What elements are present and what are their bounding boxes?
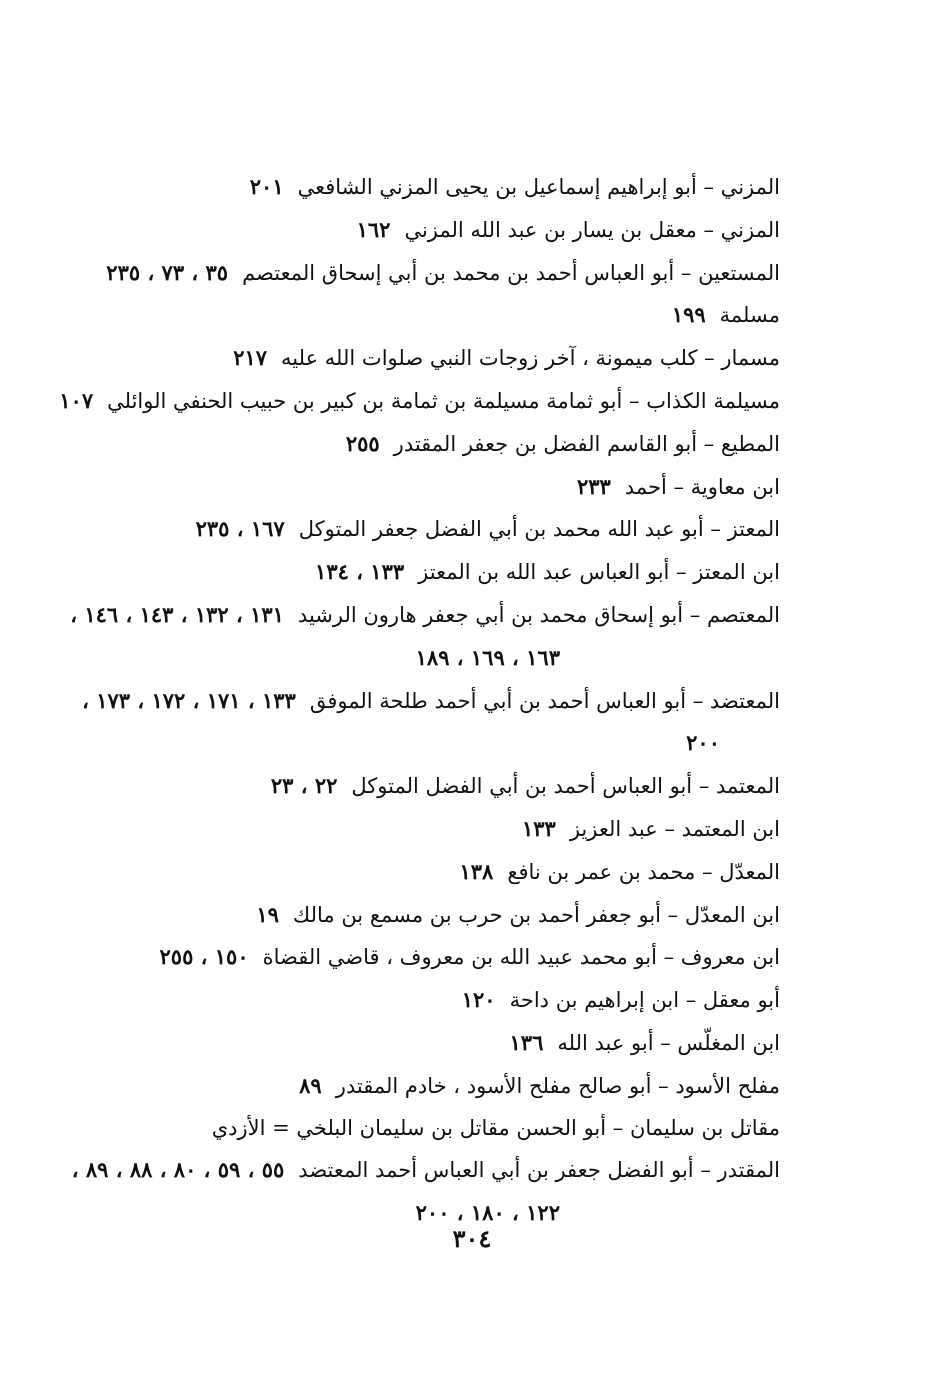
entry-name: مسيلمة الكذاب – أبو ثمامة مسيلمة بن ثمامة بن كبير بن حبيب الحنفي الوائلي xyxy=(107,388,780,413)
index-list xyxy=(59,166,780,1235)
index-entry xyxy=(100,166,780,209)
index-entry xyxy=(82,680,780,723)
entry-name: ابن معاوية – أحمد xyxy=(624,474,780,499)
entry-page-refs: ١٩٩ xyxy=(671,302,706,328)
entry-name: المعتصم – أبو إسحاق محمد بن أبي جعفر هارون الرشيد xyxy=(297,602,780,627)
entry-page-refs: ١٣٣ ، ١٣٤ xyxy=(315,559,405,585)
entry-name: ابن معروف – أبو محمد عبيد الله بن معروف ، قاضي القضاة xyxy=(262,945,780,970)
index-entry xyxy=(100,1022,780,1065)
index-entry xyxy=(100,337,780,380)
index-entry xyxy=(71,1149,780,1192)
index-entry xyxy=(70,594,780,637)
index-entry xyxy=(100,508,780,551)
entry-name: المعتمد – أبو العباس أحمد بن أبي الفضل المتوكل xyxy=(351,774,780,799)
entry-name: مقاتل بن سليمان – أبو الحسن مقاتل بن سليمان البلخي = الأزدي xyxy=(211,1115,780,1140)
entry-page-refs: ٣٥ ، ٧٣ ، ٢٣٥ xyxy=(106,259,229,285)
entry-page-refs: ٨٩ xyxy=(299,1072,322,1098)
index-entry xyxy=(59,380,780,423)
entry-page-refs: ١٣١ ، ١٣٢ ، ١٤٣ ، ١٤٦ ، xyxy=(70,601,284,627)
entry-name: المقتدر – أبو الفضل جعفر بن أبي العباس أحمد المعتضد xyxy=(298,1158,780,1183)
entry-name: مفلح الأسود – أبو صالح مفلح الأسود ، خادم المقتدر xyxy=(335,1073,780,1098)
index-entry xyxy=(100,765,780,808)
index-entry-continuation xyxy=(100,637,780,680)
entry-name: ابن المغلّس – أبو عبد الله xyxy=(557,1030,780,1055)
entry-name: ابن المعتمد – عبد العزيز xyxy=(569,816,780,841)
entry-name: مسمار – كلب ميمونة ، آخر زوجات النبي صلوات الله عليه xyxy=(281,346,780,371)
page-number: ٣٠٤ xyxy=(452,1224,492,1253)
index-entry xyxy=(100,936,780,979)
entry-page-refs: ٢٣٣ xyxy=(576,473,611,499)
entry-page-refs: ٢٥٥ xyxy=(345,430,380,456)
entry-page-refs: ٢٢ ، ٢٣ xyxy=(270,773,338,799)
entry-page-refs: ١٣٦ xyxy=(509,1029,544,1055)
entry-name: المزني – معقل بن يسار بن عبد الله المزني xyxy=(404,217,780,242)
index-entry xyxy=(100,979,780,1022)
index-entry xyxy=(100,808,780,851)
entry-page-refs: ١٣٣ xyxy=(522,815,556,841)
entry-name: المزني – أبو إبراهيم إسماعيل بن يحيى المزني الشافعي xyxy=(297,175,780,199)
entry-page-refs: ١٦٢ xyxy=(356,216,391,242)
index-entry xyxy=(100,1065,780,1108)
entry-name: المعتز – أبو عبد الله محمد بن أبي الفضل جعفر المتوكل xyxy=(298,517,780,542)
index-entry xyxy=(100,294,780,337)
entry-name: ابن المعدّل – أبو جعفر أحمد بن حرب بن مسمع بن مالك xyxy=(292,902,780,927)
entry-name: المعتضد – أبو العباس أحمد بن أبي أحمد طلحة الموفق xyxy=(309,688,780,713)
entry-page-refs: ٢٠٠ xyxy=(686,730,720,756)
index-entry xyxy=(100,551,780,594)
entry-page-refs: ١٠٧ xyxy=(59,387,94,413)
index-entry xyxy=(100,851,780,894)
entry-name: المعدّل – محمد بن عمر بن نافع xyxy=(507,859,780,884)
entry-page-refs: ١٥٠ ، ٢٥٥ xyxy=(159,944,249,970)
entry-page-refs: ٢١٧ xyxy=(233,345,268,371)
entry-name: ابن المعتز – أبو العباس عبد الله بن المعتز xyxy=(418,560,780,585)
entry-page-refs: ١٦٣ ، ١٦٩ ، ١٨٩ xyxy=(415,644,560,670)
entry-name: المطيع – أبو القاسم الفضل بن جعفر المقتدر xyxy=(393,431,780,456)
entry-name: مسلمة xyxy=(719,303,780,328)
index-entry xyxy=(100,209,780,252)
index-entry-continuation xyxy=(100,722,780,765)
index-entry xyxy=(100,1108,780,1150)
entry-name: المستعين – أبو العباس أحمد بن محمد بن أبي إسحاق المعتصم xyxy=(242,260,780,285)
entry-page-refs: ١٣٨ xyxy=(459,858,494,884)
index-entry xyxy=(100,252,780,295)
index-entry xyxy=(100,894,780,937)
index-entry xyxy=(100,466,780,509)
entry-page-refs: ٢٠١ xyxy=(249,174,284,199)
entry-page-refs: ١٢٢ ، ١٨٠ ، ٢٠٠ xyxy=(415,1200,560,1226)
entry-name: أبو معقل – ابن إبراهيم بن داحة xyxy=(509,988,780,1013)
entry-page-refs: ١٣٣ ، ١٧١ ، ١٧٢ ، ١٧٣ ، xyxy=(82,687,296,713)
entry-page-refs: ١٦٧ ، ٢٣٥ xyxy=(195,516,285,542)
entry-page-refs: ١٩ xyxy=(256,901,279,927)
index-entry xyxy=(100,423,780,466)
entry-page-refs: ١٢٠ xyxy=(461,987,496,1013)
entry-page-refs: ٥٥ ، ٥٩ ، ٨٠ ، ٨٨ ، ٨٩ ، xyxy=(71,1157,285,1183)
